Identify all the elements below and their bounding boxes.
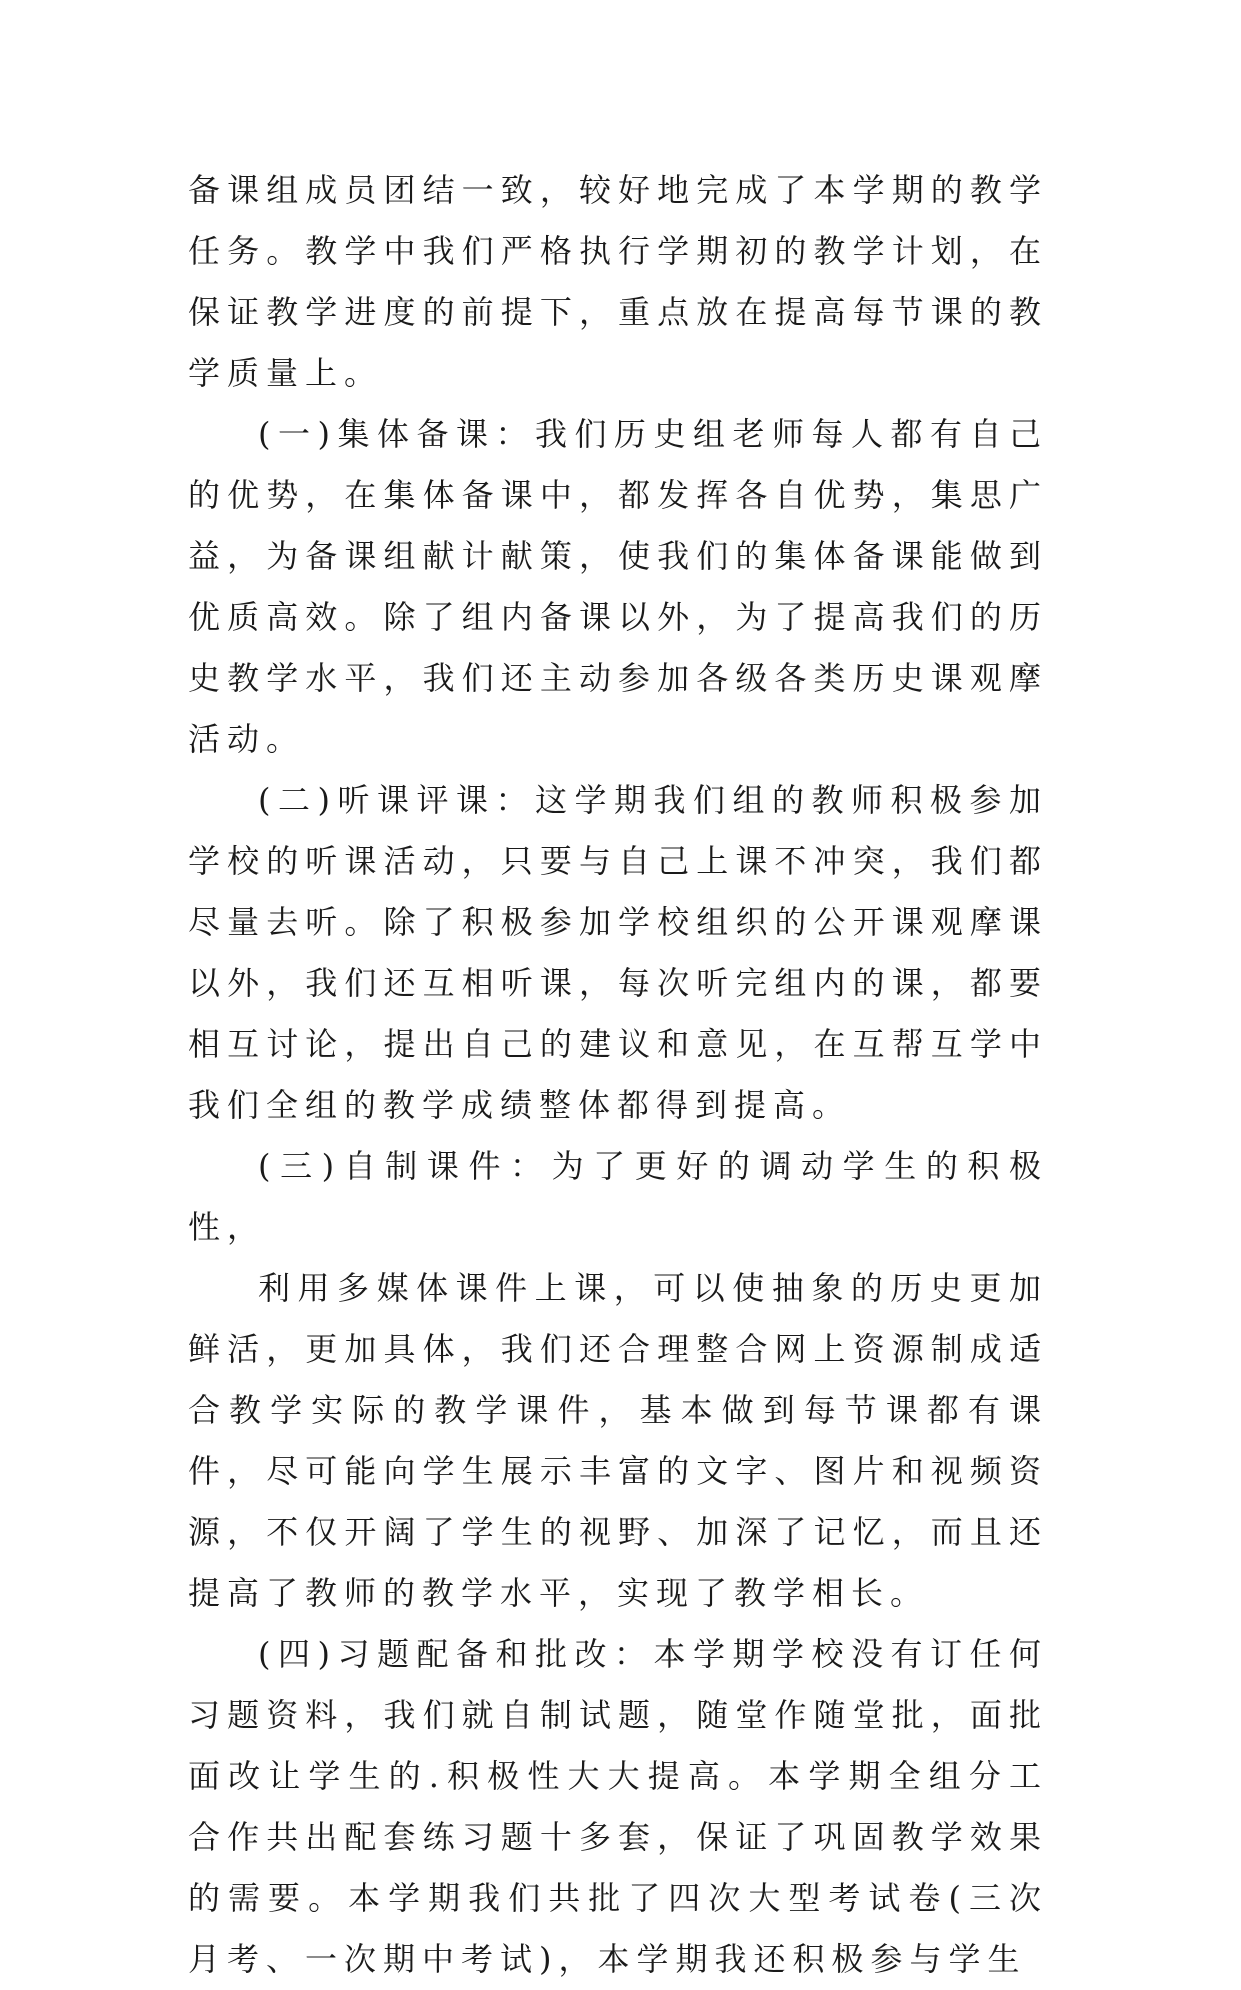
paragraph-collective-lesson-prep: (一)集体备课：我们历史组老师每人都有自己的优势，在集体备课中，都发挥各自优势，集思广益，为备课组献计献策，使我们的集体备课能做到优质高效。除了组内备课以外，为了提高我们的历史教学水平，我们还主动参加各级各类历史课观摩活动。 xyxy=(188,415,1048,758)
paragraph-courseware-body: 利用多媒体课件上课，可以使抽象的历史更加鲜活，更加具体，我们还合理整合网上资源制成适合教学实际的教学课件，基本做到每节课都有课件，尽可能向学生展示丰富的文字、图片和视频资源，不仅开阔了学生的视野、加深了记忆，而且还提高了教师的教学水平，实现了教学相长。 xyxy=(188,1269,1048,1612)
paragraph-lesson-observation: (二)听课评课：这学期我们组的教师积极参加学校的听课活动，只要与自己上课不冲突，我们都尽量去听。除了积极参加学校组织的公开课观摩课以外，我们还互相听课，每次听完组内的课，都要相互讨论，提出自己的建议和意见，在互帮互学中我们全组的教学成绩整体都得到提高。 xyxy=(188,781,1048,1124)
paragraph-exercises: (四)习题配备和批改：本学期学校没有订任何习题资料，我们就自制试题，随堂作随堂批，面批面改让学生的.积极性大大提高。本学期全组分工合作共出配套练习题十多套，保证了巩固教学效果的需要。本学期我们共批了四次大型考试卷(三次月考、一次期中考试)，本学期我还积极参与学生 xyxy=(188,1635,1048,1978)
paragraph-intro: 备课组成员团结一致，较好地完成了本学期的教学任务。教学中我们严格执行学期初的教学计划，在保证教学进度的前提下，重点放在提高每节课的教学质量上。 xyxy=(188,171,1048,392)
document-body xyxy=(188,160,1048,1990)
paragraph-courseware-heading: (三)自制课件：为了更好的调动学生的积极性， xyxy=(188,1147,1048,1246)
